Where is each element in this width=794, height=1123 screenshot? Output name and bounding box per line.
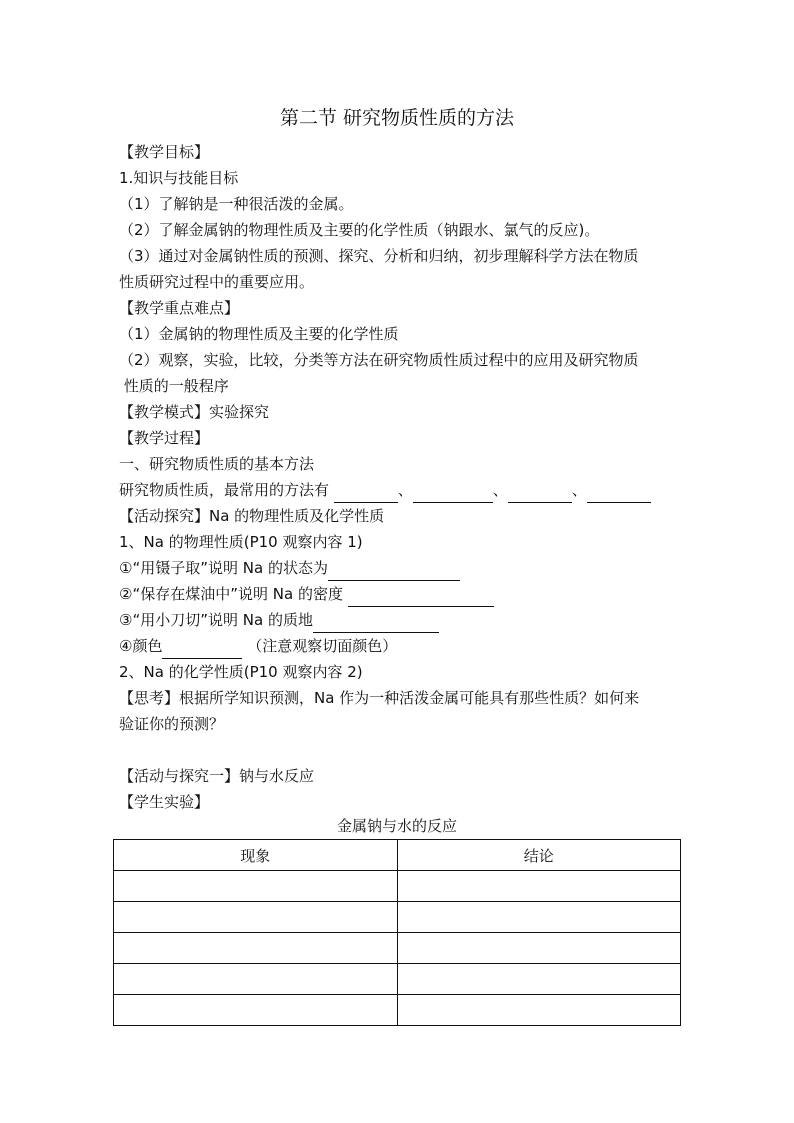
method-heading: 一、研究物质性质的基本方法: [119, 455, 315, 473]
spacer: [119, 737, 681, 763]
table-cell-phenomenon[interactable]: [114, 902, 398, 933]
table-row: [114, 902, 681, 933]
state-blank[interactable]: [328, 563, 460, 581]
objective-heading: 1.知识与技能目标: [119, 169, 239, 187]
table-cell-conclusion[interactable]: [397, 964, 681, 995]
table-cell-conclusion[interactable]: [397, 871, 681, 902]
table-cell-phenomenon[interactable]: [114, 933, 398, 964]
table-row: [114, 995, 681, 1026]
separator: 、: [492, 481, 508, 499]
method-blank-1[interactable]: [334, 485, 398, 503]
texture-blank[interactable]: [313, 615, 439, 633]
table-row: [114, 964, 681, 995]
color-note: （注意观察切面颜色）: [242, 637, 398, 655]
method-blank-3[interactable]: [508, 485, 572, 503]
objective-item-1: （1）了解钠是一种很活泼的金属。: [119, 195, 354, 213]
physical-item-4: [119, 633, 681, 659]
physical-item-1-text: ①“用镊子取”说明 Na 的状态为: [119, 559, 328, 577]
objective-item-3: （3）通过对金属钠性质的预测、探究、分析和归纳，初步理解科学方法在物质: [119, 247, 639, 265]
table-cell-conclusion[interactable]: [397, 902, 681, 933]
document-body: [119, 139, 681, 815]
table-row: [114, 871, 681, 902]
physical-properties-heading: 1、Na 的物理性质(P10 观察内容 1): [119, 533, 363, 551]
think-question: 【思考】根据所学知识预测，Na 作为一种活泼金属可能具有那些性质？如何来: [119, 689, 640, 707]
table-cell-conclusion[interactable]: [397, 995, 681, 1026]
method-blank-4[interactable]: [587, 485, 651, 503]
objective-item-3-cont: 性质研究过程中的重要应用。: [119, 273, 315, 291]
methods-fill-line: [119, 477, 681, 503]
activity-heading: 【活动探究】Na 的物理性质及化学性质: [119, 507, 385, 525]
separator: 、: [397, 481, 413, 499]
physical-item-3-text: ③“用小刀切”说明 Na 的质地: [119, 611, 313, 629]
student-experiment-heading: 【学生实验】: [119, 793, 210, 811]
key-point-1: （1）金属钠的物理性质及主要的化学性质: [119, 325, 399, 343]
think-question-cont: 验证你的预测？: [119, 715, 225, 733]
section-heading-objectives: 【教学目标】: [119, 143, 210, 161]
table-row: [114, 933, 681, 964]
observation-table: [113, 839, 681, 1026]
teaching-mode: 【教学模式】实验探究: [119, 403, 270, 421]
physical-item-3: [119, 607, 681, 633]
table-cell-phenomenon[interactable]: [114, 964, 398, 995]
objective-item-2: （2）了解金属钠的物理性质及主要的化学性质（钠跟水、氯气的反应)。: [119, 221, 600, 239]
color-label: ④颜色: [119, 637, 163, 655]
physical-item-2-text: ②“保存在煤油中”说明 Na 的密度: [119, 585, 348, 603]
method-blank-2[interactable]: [413, 485, 493, 503]
separator: 、: [571, 481, 587, 499]
physical-item-1: [119, 555, 681, 581]
column-header-phenomenon: 现象: [114, 840, 398, 871]
column-header-conclusion: 结论: [397, 840, 681, 871]
table-caption: 金属钠与水的反应: [336, 817, 457, 835]
table-header-row: [114, 840, 681, 871]
table-cell-phenomenon[interactable]: [114, 871, 398, 902]
physical-item-2: [119, 581, 681, 607]
section-heading-process: 【教学过程】: [119, 429, 210, 447]
methods-prompt: 研究物质性质，最常用的方法有: [119, 481, 334, 499]
table-cell-phenomenon[interactable]: [114, 995, 398, 1026]
key-point-2: （2）观察，实验，比较，分类等方法在研究物质性质过程中的应用及研究物质: [119, 351, 639, 369]
activity-1-heading: 【活动与探究一】钠与水反应: [119, 767, 315, 785]
chemical-properties-heading: 2、Na 的化学性质(P10 观察内容 2): [119, 663, 363, 681]
table-cell-conclusion[interactable]: [397, 933, 681, 964]
section-heading-key-points: 【教学重点难点】: [119, 299, 240, 317]
page-title: 第二节 研究物质性质的方法: [279, 107, 515, 129]
key-point-2-cont: 性质的一般程序: [119, 377, 229, 395]
color-blank[interactable]: [162, 641, 242, 659]
density-blank[interactable]: [348, 589, 494, 607]
